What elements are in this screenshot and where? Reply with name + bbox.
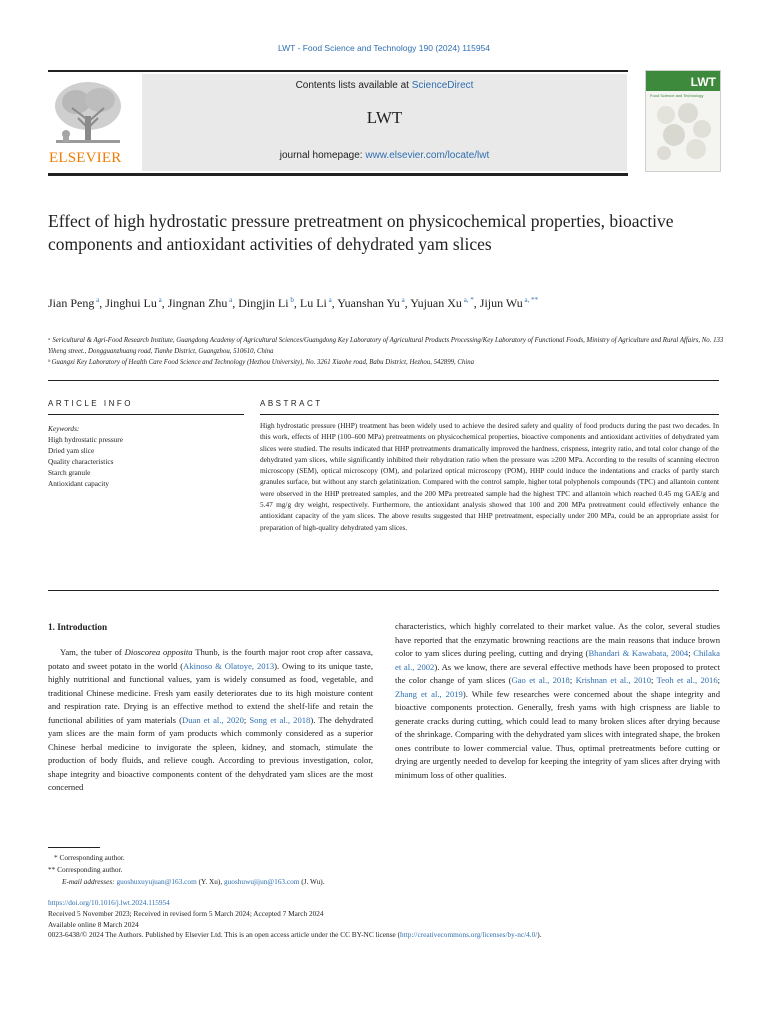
author-name[interactable]: Yujuan Xu $^{a, *}$ bbox=[410, 296, 474, 310]
contents-prefix: Contents lists available at bbox=[295, 80, 412, 91]
affiliation-a: ᵃ Sericultural & Agri-Food Research Institute, Guangdong Academy of Agricultural Sciences/Guangdong Key Laboratory of Agricultural Products Processing/Key Laboratory of Functional Foods, Ministry of Agriculture and Rural Affairs, No. 133 Yiheng street., Dongguanzhuang road, Tianhe District, Guangzhou, 510610, China bbox=[48, 337, 724, 355]
author-name[interactable]: Jinghui Lu $^a$ bbox=[105, 296, 162, 310]
body-text: ). The dehydrated yam slices are the main form of yam products which commonly considered as a superior Chinese herbal medicine to invigorate the spleen, kidney, and stomach, stimulate the production of body fluids, and relieve cough. According to previous investigation, color, shape integrity and bioactive components content of the dehydrated yam slices are the most concerned bbox=[48, 714, 373, 792]
license-prefix: 0023-6438/© 2024 The Authors. Published by Elsevier Ltd. This is an open access article under the CC BY-NC license ( bbox=[48, 930, 401, 940]
affiliation-marker[interactable]: b bbox=[288, 296, 294, 304]
affiliation-marker[interactable]: a bbox=[94, 296, 100, 304]
license-suffix: ). bbox=[537, 930, 542, 940]
body-text: ). As we know, there are several effective methods have been proposed to protect the color change of yam slices ( bbox=[395, 661, 721, 685]
divider bbox=[260, 414, 719, 415]
header-rule-bottom bbox=[48, 173, 628, 176]
citation-link[interactable]: Chilaka et al., 2002 bbox=[395, 648, 720, 672]
corresponding-note-2: ** Corresponding author. bbox=[48, 865, 123, 874]
body-text: ; bbox=[717, 675, 721, 685]
body-text: Yam, the tuber of bbox=[60, 647, 125, 657]
journal-homepage-link[interactable]: www.elsevier.com/locate/lwt bbox=[365, 150, 490, 161]
author-name[interactable]: Lu Li $^a$ bbox=[299, 296, 332, 310]
contents-line bbox=[142, 80, 627, 91]
author-name[interactable]: Jingnan Zhu $^a$ bbox=[167, 296, 233, 310]
body-text: ; bbox=[651, 675, 657, 685]
author-name[interactable]: Jian Peng $^a$ bbox=[48, 296, 100, 310]
author-name[interactable]: Yuanshan Yu $^a$ bbox=[337, 296, 405, 310]
email-owner: (J. Wu). bbox=[299, 877, 325, 886]
cover-title: LWT bbox=[690, 75, 716, 89]
keyword-item: Starch granule bbox=[48, 468, 91, 477]
divider bbox=[48, 590, 719, 591]
license-line bbox=[48, 930, 720, 941]
available-online: Available online 8 March 2024 bbox=[48, 919, 139, 929]
citation-link[interactable]: Duan et al., 2020 bbox=[182, 714, 244, 725]
affiliations bbox=[48, 335, 728, 368]
body-text: Thunb, is the fourth major root crop after cassava, potato and sweet potato in the world ( bbox=[48, 647, 373, 671]
keyword-item: Dried yam slice bbox=[48, 446, 95, 455]
affiliation-marker[interactable]: a, ** bbox=[522, 296, 539, 304]
sciencedirect-link[interactable]: ScienceDirect bbox=[411, 80, 474, 91]
intro-left-column bbox=[48, 646, 373, 795]
affiliation-marker[interactable]: a bbox=[156, 296, 162, 304]
cover-subtitle: Food Science and Technology bbox=[650, 93, 704, 98]
article-title: Effect of high hydrostatic pressure pretreatment on physicochemical properties, bioactive components and antioxidant activities of dehydrated yam slices bbox=[48, 211, 674, 254]
citation-link[interactable]: Gao et al., 2018 bbox=[511, 675, 570, 685]
abstract-text: High hydrostatic pressure (HHP) treatment has been widely used to achieve the desired safety and quality of food products during the past two decades. In this work, effects of HHP (100–600 MPa) pretreatments on physicochemical properties, bioactive components and antioxidant activities of dehydrated yam slices were studied. The results indicated that HHP pretreatments dramatically improved the hardness, crispness, integrity ratio, and total color change of the dehydrated yam slices, while significantly inhibited their rehydration ratio when the pressure was ≥200 MPa. According to the results of scanning electron microscopy (SEM), optical microscopy (OM), and polarized optical microscopy (POM), HHP could induce the indentations and cracks of partly starch granules surface, but without any starch gelatinization. Compared with the control sample, higher total polyphenols compounds (TPC) and allantoin content were observed in the HHP pretreated samples, and the 200 MPa pretreated sample had the highest TPC and allantoin which reached 0.45 mg GAE/g and 5.47 mg/g dry weight, respectively. Furthermore, the antioxidant analysis showed that 100 and 200 MPa pretreatment could effectively enhance the antioxidant capacity of the yam slices. The above results suggested that HHP pretreatment, especially under 200 MPa, could be an appropriate assist for preparation of high-quality dehydrated yam slices. bbox=[260, 421, 719, 532]
article-info-heading: ARTICLE INFO bbox=[48, 399, 133, 408]
running-head[interactable]: LWT - Food Science and Technology 190 (2024) 115954 bbox=[277, 43, 490, 53]
body-text: ). Owing to its unique taste, highly nutritional and functional values, yam is widely consumed as food, vegetable, and traditional Chinese medicine. Fresh yam easily deteriorates due to its high moisture content and respiration rate. Drying is an effective method to extend the shelf-life and retain the functional abilities of yam materials ( bbox=[48, 660, 374, 725]
body-text: ; bbox=[688, 648, 694, 658]
received-dates: Received 5 November 2023; Received in revised form 5 March 2024; Accepted 7 March 2024 bbox=[48, 908, 324, 918]
body-text: ). While few researches were concerned about the shape integrity and bioactive components protection. Generally, fresh yams with high crispness are liable to generate cracks during cutting, which could lead to many broken slices after drying because of the shrinkage. Comparing with the dehydrated yam slices with integrated shape, the broken ones contribute to lower commercial value. Thus, optimal pretreatments before cutting or drying are urgently needed to develop for keeping the integrity of yam slices after drying with minimum loss of other qualities. bbox=[395, 688, 721, 780]
divider bbox=[48, 380, 719, 381]
keyword-item: Quality characteristics bbox=[48, 457, 114, 466]
publisher-wordmark[interactable]: ELSEVIER bbox=[49, 150, 122, 166]
body-text: ; bbox=[569, 675, 576, 685]
homepage-prefix: journal homepage: bbox=[279, 150, 366, 161]
homepage-line bbox=[142, 150, 627, 161]
corresponding-note-1: * Corresponding author. bbox=[54, 853, 125, 862]
license-link[interactable]: http://creativecommons.org/licenses/by-nc/4.0/ bbox=[400, 930, 538, 940]
author-name[interactable]: Jijun Wu $^{a, **}$ bbox=[479, 296, 539, 310]
body-text: characteristics, which highly correlated to their market value. As the color, several studies have reported that the enzymatic browning reactions are the main reasons that induce brown color to yam slices during peeling, cutting and drying ( bbox=[395, 621, 720, 658]
citation-link[interactable]: Song et al., 2018 bbox=[249, 714, 311, 725]
divider bbox=[48, 414, 244, 415]
journal-cover[interactable] bbox=[645, 70, 721, 172]
email-label: E-mail addresses: bbox=[62, 877, 115, 886]
doi-link[interactable]: https://doi.org/10.1016/j.lwt.2024.115954 bbox=[48, 898, 170, 907]
keyword-item: High hydrostatic pressure bbox=[48, 435, 123, 444]
affiliation-marker[interactable]: a bbox=[399, 296, 405, 304]
abstract-heading: ABSTRACT bbox=[260, 399, 323, 408]
publication-details bbox=[48, 898, 720, 941]
cover-artwork bbox=[652, 101, 714, 161]
species-name: Dioscorea opposita bbox=[124, 647, 193, 657]
body-text: ; bbox=[243, 714, 250, 725]
citation-link[interactable]: Krishnan et al., 2010 bbox=[575, 675, 652, 685]
affiliation-b: ᵇ Guangxi Key Laboratory of Health Care Food Science and Technology (Hezhou University), No. 3261 Xiaohe road, Babu District, Hezhou, 542899, China bbox=[48, 359, 475, 366]
citation-link[interactable]: Akinoso & Olatoye, 2013 bbox=[183, 660, 275, 671]
keywords-label: Keywords: bbox=[48, 424, 80, 433]
footnote-rule bbox=[48, 847, 100, 848]
author-list: Jian Peng $^a$, Jinghui Lu $^a$, Jingnan Zhu $^a$, Dingjin Li $^b$, Lu Li $^a$, Yuanshan Yu $^a$, Yujuan Xu $^{a, *}$, Jijun Wu $^{a, **}$ bbox=[48, 296, 539, 310]
affiliation-marker[interactable]: a bbox=[227, 296, 233, 304]
header-rule-top bbox=[48, 70, 628, 72]
affiliation-marker[interactable]: a, * bbox=[461, 296, 474, 304]
journal-name: LWT bbox=[366, 108, 403, 127]
email-line bbox=[48, 876, 448, 888]
citation-link[interactable]: Zhang et al., 2019 bbox=[395, 688, 463, 699]
email-owner: (Y. Xu), bbox=[196, 877, 224, 886]
affiliation-marker[interactable]: a bbox=[326, 296, 332, 304]
citation-link[interactable]: Teoh et al., 2016 bbox=[656, 675, 718, 685]
email-link-wu[interactable]: guoshuwujijun@163.com bbox=[223, 877, 300, 886]
author-name[interactable]: Dingjin Li $^b$ bbox=[238, 296, 294, 310]
email-link-xu[interactable]: guoshuxuyujuan@163.com bbox=[116, 877, 197, 886]
footnotes bbox=[48, 852, 448, 888]
keywords-block bbox=[48, 423, 244, 489]
intro-right-column bbox=[395, 620, 720, 782]
citation-link[interactable]: Bhandari & Kawabata, 2004 bbox=[588, 648, 689, 658]
section-heading: 1. Introduction bbox=[48, 622, 108, 632]
keyword-item: Antioxidant capacity bbox=[48, 479, 109, 488]
